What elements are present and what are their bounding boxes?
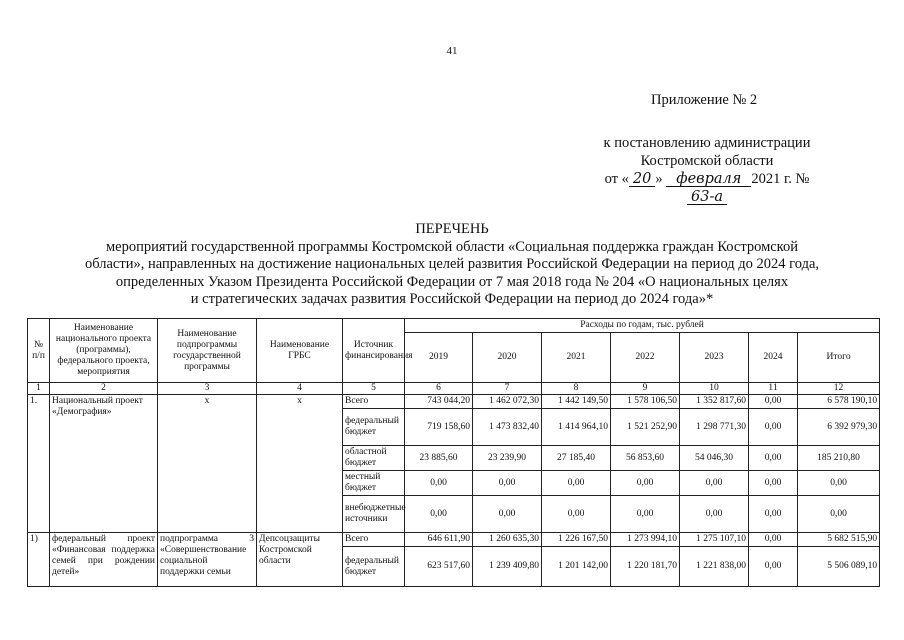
value-cell: 719 158,60	[405, 409, 473, 446]
value-cell: 623 517,60	[405, 547, 473, 587]
source-cell: местный бюджет	[343, 471, 405, 496]
project-name: Национальный проект «Демография»	[50, 395, 158, 533]
value-cell: 1 521 252,90	[611, 409, 680, 446]
row-number: 1.	[28, 395, 50, 533]
header-project: Наименование национального проекта (программы), федерального проекта, мероприятия	[50, 319, 158, 383]
date-day: 20	[629, 172, 655, 187]
value-cell: 185 210,80	[798, 446, 880, 471]
value-cell: 0,00	[798, 496, 880, 533]
value-cell: 1 298 771,30	[680, 409, 749, 446]
value-cell: 0,00	[749, 446, 798, 471]
header-num: № п/п	[28, 319, 50, 383]
col-number: 11	[749, 383, 798, 395]
value-cell: 0,00	[680, 471, 749, 496]
col-number: 3	[158, 383, 257, 395]
header-year: 2019	[405, 333, 473, 383]
source-cell: областной бюджет	[343, 446, 405, 471]
grbs-name: х	[257, 395, 343, 533]
value-cell: 27 185,40	[542, 446, 611, 471]
value-cell: 1 239 409,80	[473, 547, 542, 587]
value-cell: 1 442 149,50	[542, 395, 611, 409]
header-year: 2024	[749, 333, 798, 383]
col-number: 1	[28, 383, 50, 395]
value-cell: 1 352 817,60	[680, 395, 749, 409]
value-cell: 1 275 107,10	[680, 533, 749, 547]
value-cell: 1 273 994,10	[611, 533, 680, 547]
value-cell: 1 414 964,10	[542, 409, 611, 446]
doc-number: 63-а	[687, 190, 727, 205]
value-cell: 6 578 190,10	[798, 395, 880, 409]
value-cell: 0,00	[542, 496, 611, 533]
value-cell: 23 239,90	[473, 446, 542, 471]
value-cell: 0,00	[798, 471, 880, 496]
source-cell: федеральный бюджет	[343, 547, 405, 587]
value-cell: 23 885,60	[405, 446, 473, 471]
reference-date-line	[590, 170, 824, 206]
appendix-label: Приложение № 2	[651, 92, 758, 108]
header-year: 2021	[542, 333, 611, 383]
source-cell: федеральный бюджет	[343, 409, 405, 446]
value-cell: 0,00	[749, 471, 798, 496]
header-year: 2023	[680, 333, 749, 383]
reference-line1: к постановлению администрации	[603, 135, 811, 151]
col-number: 5	[343, 383, 405, 395]
date-mid: »	[655, 171, 663, 187]
date-year: 2021 г. №	[751, 171, 810, 187]
col-number: 2	[50, 383, 158, 395]
table-row	[28, 395, 880, 409]
value-cell: 54 046,30	[680, 446, 749, 471]
title-line3: определенных Указом Президента Российской Федерации от 7 мая 2018 года № 204 «О национальных целях	[115, 273, 789, 290]
value-cell: 1 201 142,00	[542, 547, 611, 587]
value-cell: 5 506 089,10	[798, 547, 880, 587]
col-number: 9	[611, 383, 680, 395]
measures-table	[27, 318, 880, 587]
value-cell: 743 044,20	[405, 395, 473, 409]
reference-line2: Костромской области	[640, 153, 774, 169]
title-heading: ПЕРЕЧЕНЬ	[415, 221, 489, 237]
value-cell: 0,00	[473, 496, 542, 533]
grbs-name: Депсоцзащиты Костромской области	[257, 533, 343, 587]
date-prefix: от «	[604, 171, 629, 187]
header-year: 2020	[473, 333, 542, 383]
value-cell: 1 220 181,70	[611, 547, 680, 587]
col-number: 4	[257, 383, 343, 395]
title-line1: мероприятий государственной программы Костромской области «Социальная поддержка граждан Костромской	[105, 238, 799, 255]
page-number: 41	[446, 45, 458, 57]
header-grbs: Наименование ГРБС	[257, 319, 343, 383]
value-cell: 0,00	[749, 547, 798, 587]
source-cell: Всего	[343, 395, 405, 409]
value-cell: 0,00	[611, 496, 680, 533]
col-number: 7	[473, 383, 542, 395]
value-cell: 0,00	[749, 409, 798, 446]
title-line2: области», направленных на достижение национальных целей развития Российской Федерации на период до 2024 года,	[84, 256, 820, 272]
value-cell: 0,00	[611, 471, 680, 496]
source-cell: Всего	[343, 533, 405, 547]
value-cell: 0,00	[749, 395, 798, 409]
subprogram-name: х	[158, 395, 257, 533]
value-cell: 646 611,90	[405, 533, 473, 547]
value-cell: 1 221 838,00	[680, 547, 749, 587]
value-cell: 1 226 167,50	[542, 533, 611, 547]
subprogram-name: подпрограмма 3 «Совершенствование социальной поддержки семьи	[158, 533, 257, 587]
col-number: 10	[680, 383, 749, 395]
value-cell: 0,00	[680, 496, 749, 533]
value-cell: 5 682 515,90	[798, 533, 880, 547]
value-cell: 1 260 635,30	[473, 533, 542, 547]
header-source: Источник финансирования	[343, 319, 405, 383]
value-cell: 6 392 979,30	[798, 409, 880, 446]
value-cell: 0,00	[473, 471, 542, 496]
project-name: федеральный проект «Финансовая поддержка семей при рождении детей»	[50, 533, 158, 587]
header-expenses: Расходы по годам, тыс. рублей	[405, 319, 880, 333]
header-subprogram: Наименование подпрограммы государственной программы	[158, 319, 257, 383]
value-cell: 0,00	[405, 496, 473, 533]
value-cell: 56 853,60	[611, 446, 680, 471]
col-number: 6	[405, 383, 473, 395]
title-line4: и стратегических задачах развития Российской Федерации на период до 2024 года»*	[190, 291, 714, 307]
col-number: 12	[798, 383, 880, 395]
value-cell: 1 473 832,40	[473, 409, 542, 446]
header-total: Итого	[798, 333, 880, 383]
document-title	[40, 221, 864, 309]
header-year: 2022	[611, 333, 680, 383]
value-cell: 0,00	[405, 471, 473, 496]
value-cell: 1 462 072,30	[473, 395, 542, 409]
source-cell: внебюджетные источники	[343, 496, 405, 533]
table-row	[28, 533, 880, 547]
value-cell: 0,00	[749, 533, 798, 547]
row-number: 1)	[28, 533, 50, 587]
value-cell: 0,00	[542, 471, 611, 496]
date-month: февраля	[666, 172, 751, 187]
value-cell: 0,00	[749, 496, 798, 533]
col-number: 8	[542, 383, 611, 395]
reference-block	[590, 134, 824, 206]
value-cell: 1 578 106,50	[611, 395, 680, 409]
